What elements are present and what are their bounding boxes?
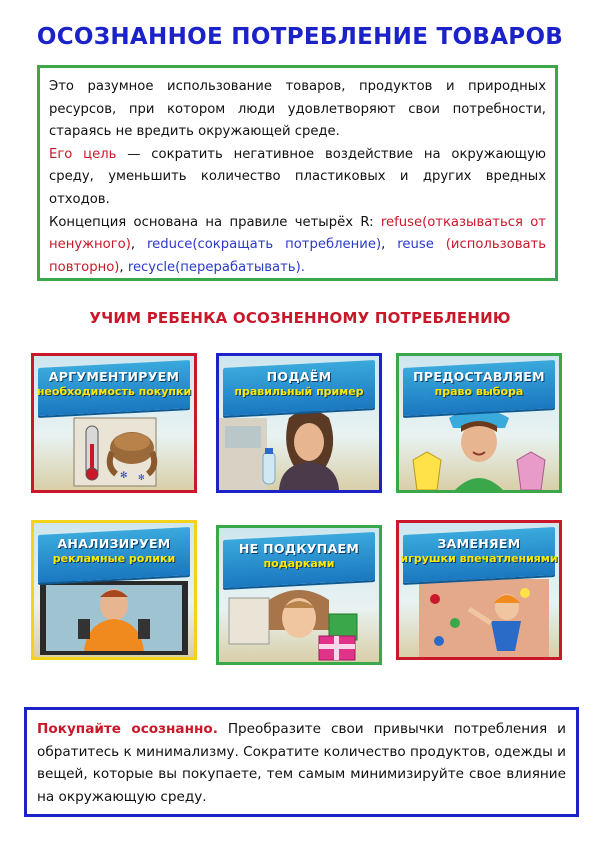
card-heading: ПРЕДОСТАВЛЯЕМ bbox=[413, 369, 545, 384]
concept-text: Концепция основана на правиле четырёх R: bbox=[49, 214, 381, 230]
intro-box bbox=[37, 65, 558, 281]
card-replace bbox=[396, 520, 562, 660]
outro-box bbox=[24, 707, 579, 817]
svg-text:✻: ✻ bbox=[120, 471, 128, 481]
svg-text:✻: ✻ bbox=[138, 473, 145, 482]
page-title: ОСОЗНАННОЕ ПОТРЕБЛЕНИЕ ТОВАРОВ bbox=[36, 24, 564, 50]
outro-body: Преобразите свои привычки потребления и обратитесь к минимализму. Сократите количество продуктов, одежды и вещей, которые вы покупаете, тем самым минимизируйте свое влияние на окружающую среду. bbox=[37, 721, 566, 805]
card-subheading: рекламные ролики bbox=[52, 552, 176, 565]
card-subheading: правильный пример bbox=[234, 385, 364, 398]
card-heading: ПОДАЁМ bbox=[266, 369, 332, 384]
card-subheading: право выбора bbox=[434, 385, 524, 398]
card-subheading: подарками bbox=[263, 557, 335, 570]
rule-reduce: reduce(сокращать потребление) bbox=[147, 237, 382, 253]
card-choice bbox=[396, 353, 562, 493]
goal-label: Его цель bbox=[49, 146, 117, 162]
card-heading: АНАЛИЗИРУЕМ bbox=[57, 536, 171, 551]
rule-reuse-word: reuse bbox=[397, 237, 434, 253]
rule-recycle: recycle(перерабатывать). bbox=[127, 259, 305, 275]
rule-refuse: refuse(отказываться от ненужного) bbox=[49, 214, 546, 253]
card-heading: ЗАМЕНЯЕМ bbox=[437, 536, 521, 551]
outro-text bbox=[37, 718, 566, 808]
card-heading: АРГУМЕНТИРУЕМ bbox=[48, 369, 180, 384]
goal-text: — сократить негативное воздействие на окружающую среду, уменьшить количество пластиковых и других вредных отходов. bbox=[49, 146, 546, 207]
card-heading: НЕ ПОДКУПАЕМ bbox=[238, 541, 360, 556]
card-subheading: необходимость покупки bbox=[36, 385, 192, 398]
definition-text: Это разумное использование товаров, продуктов и природных ресурсов, при котором люди удовлетворяют свои потребности, стараясь не вредить окружающей среде. bbox=[49, 79, 546, 140]
card-argue bbox=[31, 353, 197, 493]
rule-reuse: (использовать повторно) bbox=[49, 237, 546, 275]
intro-text: Это разумное использование товаров, продуктов и природных ресурсов, при котором люди удовлетворяют свои потребности, стараясь не вредить окружающей среде. Его цель — сократить негативное воздействие на окружающую среду, уменьшить количество пластиковых и других вредных отходов. Концепция основана на правиле четырёх R: refuse(отказываться от ненужного), reduce(сокращать потребление), reuse (использовать повторно), recycle(перерабатывать). bbox=[49, 79, 546, 275]
section-subtitle: УЧИМ РЕБЕНКА ОСОЗНЕННОМУ ПОТРЕБЛЕНИЮ bbox=[89, 309, 511, 327]
card-subheading: игрушки впечатлениями bbox=[400, 552, 558, 565]
card-example bbox=[216, 353, 382, 493]
card-no-bribe bbox=[216, 525, 382, 665]
outro-lead: Покупайте осознанно. bbox=[37, 721, 218, 737]
card-analyze bbox=[31, 520, 197, 660]
